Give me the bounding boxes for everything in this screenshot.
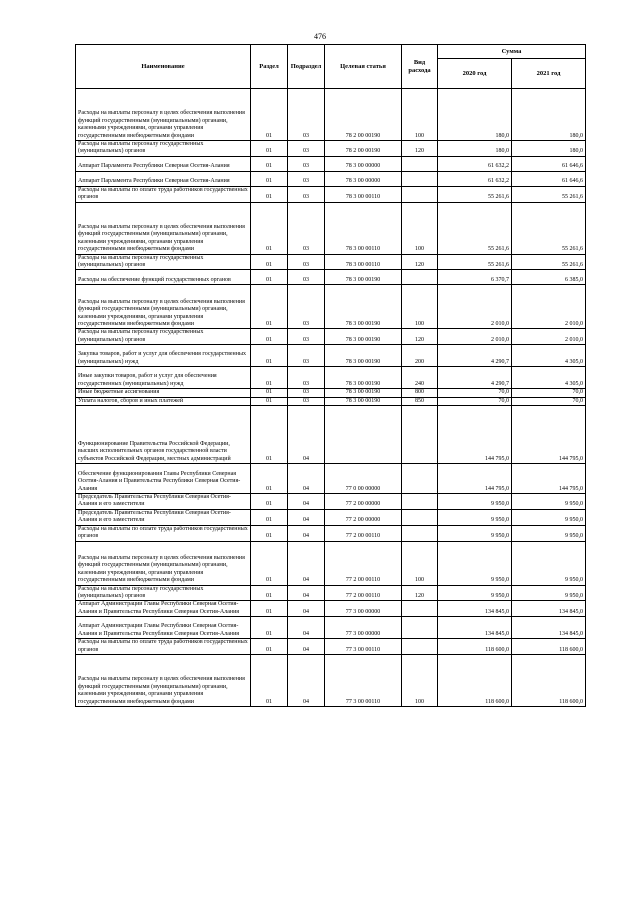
row-target: 78 3 00 00110 [325, 254, 402, 270]
row-amount-2021: 6 385,0 [512, 270, 586, 285]
row-name: Расходы на выплаты персоналу в целях обеспечения выполнения функций государственными (муниципальными) органами, казенными учреждениями, органами управления государственными внебюджетными фондами [76, 89, 251, 141]
row-section: 01 [251, 541, 288, 585]
row-subsection: 04 [288, 525, 325, 541]
table-row [76, 171, 586, 186]
row-section: 01 [251, 270, 288, 285]
row-amount-2020: 55 261,6 [438, 186, 512, 202]
row-amount-2020: 2 010,0 [438, 329, 512, 345]
table-row [76, 329, 586, 345]
row-subsection: 04 [288, 639, 325, 655]
row-name: Аппарат Парламента Республики Северная Осетия-Алания [76, 156, 251, 171]
row-subsection: 03 [288, 345, 325, 367]
row-exptype [402, 464, 438, 494]
row-section: 01 [251, 156, 288, 171]
table-row [76, 254, 586, 270]
row-target: 78 3 00 00190 [325, 389, 402, 397]
row-amount-2020: 9 950,0 [438, 525, 512, 541]
row-exptype: 100 [402, 202, 438, 254]
row-amount-2020: 4 290,7 [438, 345, 512, 367]
row-amount-2021: 4 305,0 [512, 367, 586, 389]
row-subsection: 03 [288, 171, 325, 186]
row-subsection: 03 [288, 270, 325, 285]
row-target: 78 3 00 00190 [325, 329, 402, 345]
table-row [76, 601, 586, 617]
row-subsection: 03 [288, 254, 325, 270]
row-exptype: 200 [402, 345, 438, 367]
row-amount-2021: 4 305,0 [512, 345, 586, 367]
table-row [76, 639, 586, 655]
row-section: 01 [251, 397, 288, 405]
row-name: Расходы на выплаты персоналу государственных (муниципальных) органов [76, 254, 251, 270]
row-exptype [402, 270, 438, 285]
row-target: 78 3 00 00190 [325, 270, 402, 285]
row-subsection: 03 [288, 285, 325, 329]
row-name: Расходы на обеспечение функций государственных органов [76, 270, 251, 285]
row-amount-2020: 180,0 [438, 141, 512, 157]
row-section: 01 [251, 601, 288, 617]
row-name: Уплата налогов, сборов и иных платежей [76, 397, 251, 405]
table-row [76, 406, 586, 464]
row-target: 77 2 00 00000 [325, 494, 402, 510]
row-amount-2020: 61 632,2 [438, 156, 512, 171]
row-subsection: 04 [288, 585, 325, 601]
row-exptype: 100 [402, 541, 438, 585]
row-exptype [402, 156, 438, 171]
row-section: 01 [251, 202, 288, 254]
row-section: 01 [251, 406, 288, 464]
table-row [76, 389, 586, 397]
row-amount-2020: 9 950,0 [438, 585, 512, 601]
row-exptype: 850 [402, 397, 438, 405]
row-exptype [402, 525, 438, 541]
row-subsection: 03 [288, 186, 325, 202]
row-target: 78 2 00 00190 [325, 141, 402, 157]
header-2020: 2020 год [438, 59, 512, 89]
header-subsection: Подраздел [288, 45, 325, 89]
row-section: 01 [251, 639, 288, 655]
budget-table [75, 44, 586, 707]
row-amount-2021: 70,0 [512, 389, 586, 397]
row-target: 78 2 00 00190 [325, 89, 402, 141]
header-2021: 2021 год [512, 59, 586, 89]
row-target: 78 3 00 00000 [325, 171, 402, 186]
row-exptype [402, 617, 438, 639]
header-sum: Сумма [438, 45, 586, 59]
row-target [325, 406, 402, 464]
row-exptype [402, 639, 438, 655]
row-subsection: 04 [288, 494, 325, 510]
table-body [76, 89, 586, 707]
row-amount-2021: 118 600,0 [512, 639, 586, 655]
table-row [76, 509, 586, 525]
row-name: Расходы на выплаты персоналу в целях обеспечения выполнения функций государственными (муниципальными) органами, казенными учреждениями, органами управления государственными внебюджетными фондами [76, 541, 251, 585]
table-row [76, 270, 586, 285]
row-section: 01 [251, 89, 288, 141]
row-subsection: 03 [288, 89, 325, 141]
table-row [76, 202, 586, 254]
row-subsection: 03 [288, 389, 325, 397]
row-section: 01 [251, 329, 288, 345]
row-section: 01 [251, 367, 288, 389]
header-target: Целевая статья [325, 45, 402, 89]
row-amount-2020: 9 950,0 [438, 541, 512, 585]
table-row [76, 367, 586, 389]
row-amount-2021: 134 845,0 [512, 601, 586, 617]
table-row [76, 141, 586, 157]
table-row [76, 397, 586, 405]
row-amount-2020: 144 795,0 [438, 464, 512, 494]
row-amount-2020: 134 845,0 [438, 601, 512, 617]
row-amount-2020: 2 010,0 [438, 285, 512, 329]
row-name: Аппарат Администрации Главы Республики Северная Осетия-Алания и Правительства Республики Северная Осетия-Алания [76, 617, 251, 639]
table-row [76, 345, 586, 367]
row-exptype: 120 [402, 329, 438, 345]
row-amount-2021: 55 261,6 [512, 186, 586, 202]
row-subsection: 04 [288, 617, 325, 639]
row-name: Обеспечение функционирования Главы Республики Северная Осетия-Алания и Правительства Республики Северная Осетия-Алания [76, 464, 251, 494]
row-name: Иные закупки товаров, работ и услуг для обеспечения государственных (муниципальных) нужд [76, 367, 251, 389]
row-exptype [402, 406, 438, 464]
row-section: 01 [251, 509, 288, 525]
row-name: Председатель Правительства Республики Северная Осетия-Алания и его заместители [76, 494, 251, 510]
row-target: 78 3 00 00190 [325, 397, 402, 405]
row-target: 78 3 00 00110 [325, 202, 402, 254]
table-row [76, 186, 586, 202]
table-row [76, 525, 586, 541]
row-target: 77 2 00 00110 [325, 541, 402, 585]
row-target: 77 2 00 00110 [325, 525, 402, 541]
row-name: Закупка товаров, работ и услуг для обеспечения государственных (муниципальных) нужд [76, 345, 251, 367]
row-section: 01 [251, 389, 288, 397]
row-subsection: 04 [288, 464, 325, 494]
row-amount-2020: 134 845,0 [438, 617, 512, 639]
table-row [76, 285, 586, 329]
row-target: 77 2 00 00110 [325, 585, 402, 601]
row-name: Расходы на выплаты персоналу в целях обеспечения выполнения функций государственными (муниципальными) органами, казенными учреждениями, органами управления государственными внебюджетными фондами [76, 202, 251, 254]
row-section: 01 [251, 464, 288, 494]
row-name: Расходы на выплаты персоналу государственных (муниципальных) органов [76, 141, 251, 157]
row-name: Расходы на выплаты персоналу государственных (муниципальных) органов [76, 329, 251, 345]
row-target: 77 3 00 00110 [325, 639, 402, 655]
row-amount-2020: 118 600,0 [438, 639, 512, 655]
row-amount-2020: 4 290,7 [438, 367, 512, 389]
row-amount-2021: 180,0 [512, 141, 586, 157]
row-exptype: 100 [402, 285, 438, 329]
row-amount-2021: 180,0 [512, 89, 586, 141]
row-amount-2021: 9 950,0 [512, 585, 586, 601]
row-section: 01 [251, 186, 288, 202]
row-target: 78 3 00 00190 [325, 285, 402, 329]
row-name: Аппарат Парламента Республики Северная Осетия-Алания [76, 171, 251, 186]
table-row [76, 654, 586, 706]
table-row [76, 585, 586, 601]
row-name: Расходы на выплаты по оплате труда работников государственных органов [76, 186, 251, 202]
row-section: 01 [251, 141, 288, 157]
row-subsection: 03 [288, 367, 325, 389]
row-amount-2020: 61 632,2 [438, 171, 512, 186]
row-name: Функционирование Правительства Российской Федерации, высших исполнительных органов государственной власти субъектов Российской Федерации, местных администраций [76, 406, 251, 464]
row-amount-2020: 144 795,0 [438, 406, 512, 464]
row-amount-2020: 9 950,0 [438, 494, 512, 510]
row-subsection: 04 [288, 601, 325, 617]
row-amount-2021: 70,0 [512, 397, 586, 405]
row-target: 77 0 00 00000 [325, 464, 402, 494]
row-exptype: 120 [402, 141, 438, 157]
row-subsection: 04 [288, 541, 325, 585]
row-section: 01 [251, 617, 288, 639]
row-name: Расходы на выплаты по оплате труда работников государственных органов [76, 525, 251, 541]
row-name: Иные бюджетные ассигнования [76, 389, 251, 397]
row-amount-2021: 55 261,6 [512, 254, 586, 270]
row-target: 77 3 00 00000 [325, 617, 402, 639]
row-target: 78 3 00 00190 [325, 345, 402, 367]
header-section: Раздел [251, 45, 288, 89]
row-name: Расходы на выплаты персоналу государственных (муниципальных) органов [76, 585, 251, 601]
row-amount-2020: 6 370,7 [438, 270, 512, 285]
row-target: 77 3 00 00000 [325, 601, 402, 617]
row-section: 01 [251, 345, 288, 367]
row-amount-2020: 9 950,0 [438, 509, 512, 525]
row-target: 78 3 00 00000 [325, 156, 402, 171]
row-subsection: 04 [288, 406, 325, 464]
row-subsection: 04 [288, 509, 325, 525]
row-section: 01 [251, 585, 288, 601]
row-target: 77 3 00 00110 [325, 654, 402, 706]
row-exptype: 100 [402, 654, 438, 706]
row-subsection: 03 [288, 397, 325, 405]
row-amount-2021: 2 010,0 [512, 329, 586, 345]
row-section: 01 [251, 285, 288, 329]
row-subsection: 03 [288, 202, 325, 254]
row-exptype: 800 [402, 389, 438, 397]
row-exptype [402, 186, 438, 202]
table-row [76, 89, 586, 141]
row-amount-2021: 144 795,0 [512, 464, 586, 494]
row-exptype [402, 601, 438, 617]
row-amount-2021: 9 950,0 [512, 494, 586, 510]
row-target: 77 2 00 00000 [325, 509, 402, 525]
row-amount-2021: 134 845,0 [512, 617, 586, 639]
row-section: 01 [251, 254, 288, 270]
row-exptype [402, 171, 438, 186]
row-amount-2021: 118 600,0 [512, 654, 586, 706]
row-target: 78 3 00 00190 [325, 367, 402, 389]
row-amount-2021: 2 010,0 [512, 285, 586, 329]
row-name: Председатель Правительства Республики Северная Осетия-Алания и его заместители [76, 509, 251, 525]
table-row [76, 494, 586, 510]
row-section: 01 [251, 525, 288, 541]
row-name: Расходы на выплаты персоналу в целях обеспечения выполнения функций государственными (муниципальными) органами, казенными учреждениями, органами управления государственными внебюджетными фондами [76, 285, 251, 329]
row-section: 01 [251, 654, 288, 706]
row-exptype: 120 [402, 585, 438, 601]
row-name: Расходы на выплаты персоналу в целях обеспечения выполнения функций государственными (муниципальными) органами, казенными учреждениями, органами управления государственными внебюджетными фондами [76, 654, 251, 706]
row-subsection: 03 [288, 329, 325, 345]
row-target: 78 3 00 00110 [325, 186, 402, 202]
row-amount-2021: 55 261,6 [512, 202, 586, 254]
row-subsection: 03 [288, 141, 325, 157]
row-exptype: 120 [402, 254, 438, 270]
row-exptype: 240 [402, 367, 438, 389]
row-subsection: 04 [288, 654, 325, 706]
row-amount-2020: 70,0 [438, 397, 512, 405]
row-amount-2021: 61 646,6 [512, 156, 586, 171]
row-name: Расходы на выплаты по оплате труда работников государственных органов [76, 639, 251, 655]
header-exptype: Вид расхода [402, 45, 438, 89]
page-number: 476 [314, 32, 326, 41]
row-amount-2021: 9 950,0 [512, 541, 586, 585]
row-exptype: 100 [402, 89, 438, 141]
row-section: 01 [251, 494, 288, 510]
table-row [76, 617, 586, 639]
row-amount-2020: 118 600,0 [438, 654, 512, 706]
table-row [76, 464, 586, 494]
row-amount-2021: 144 795,0 [512, 406, 586, 464]
row-amount-2020: 70,0 [438, 389, 512, 397]
row-exptype [402, 509, 438, 525]
header-name: Наименование [76, 45, 251, 89]
table-row [76, 541, 586, 585]
row-amount-2021: 9 950,0 [512, 525, 586, 541]
row-exptype [402, 494, 438, 510]
row-subsection: 03 [288, 156, 325, 171]
row-amount-2021: 61 646,6 [512, 171, 586, 186]
row-name: Аппарат Администрации Главы Республики Северная Осетия-Алания и Правительства Республики Северная Осетия-Алания [76, 601, 251, 617]
row-amount-2020: 55 261,6 [438, 202, 512, 254]
row-amount-2020: 180,0 [438, 89, 512, 141]
row-amount-2020: 55 261,6 [438, 254, 512, 270]
row-amount-2021: 9 950,0 [512, 509, 586, 525]
table-row [76, 156, 586, 171]
row-section: 01 [251, 171, 288, 186]
